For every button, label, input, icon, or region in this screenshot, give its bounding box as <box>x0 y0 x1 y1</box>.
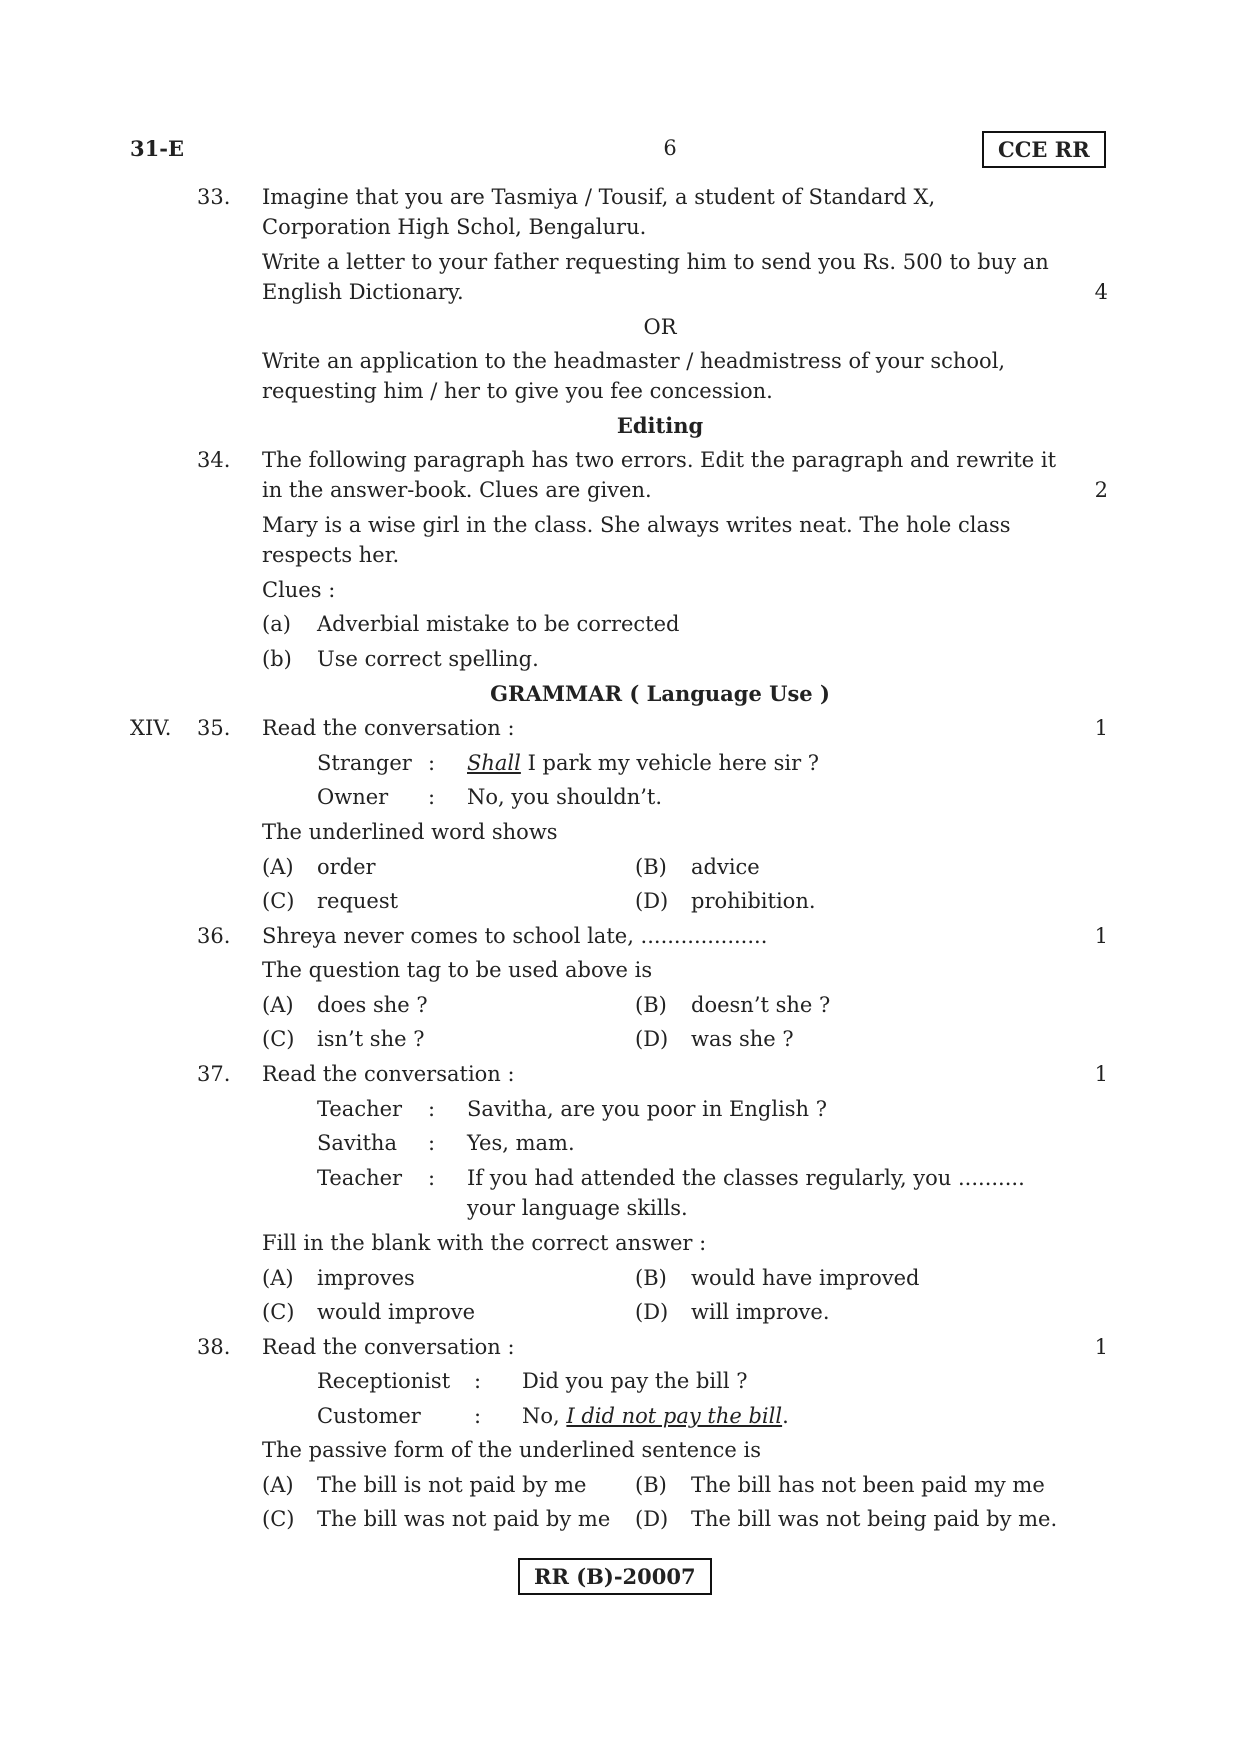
q33-number: 33. <box>197 185 231 209</box>
editing-heading: Editing <box>616 413 704 438</box>
option-text: will improve. <box>691 1300 830 1324</box>
option-text: advice <box>691 855 760 879</box>
q34-line2: in the answer-book. Clues are given. <box>262 478 652 502</box>
option-text: The bill has not been paid my me <box>691 1473 1045 1497</box>
colon: : <box>428 1131 436 1155</box>
option-text: would have improved <box>691 1266 920 1290</box>
option-letter: (D) <box>635 889 669 913</box>
option-letter: (C) <box>262 889 295 913</box>
q35-prompt: Read the conversation : <box>262 716 515 740</box>
q38-dialogue-2-pre: No, <box>522 1404 560 1428</box>
option-letter: (B) <box>635 993 667 1017</box>
q34-para-line2: respects her. <box>262 543 400 567</box>
section-roman: XIV. <box>130 716 172 740</box>
q37-speaker-teacher: Teacher <box>317 1166 403 1190</box>
colon: : <box>428 785 436 809</box>
q34-line1: The following paragraph has two errors. Edit the paragraph and rewrite it <box>262 448 1057 472</box>
colon: : <box>474 1404 482 1428</box>
q38-speaker-receptionist: Receptionist <box>317 1369 451 1393</box>
q38-dialogue-2-post: . <box>782 1404 789 1428</box>
option-text: The bill was not paid by me <box>317 1507 611 1531</box>
option-letter: (B) <box>635 855 667 879</box>
option-text: was she ? <box>691 1027 794 1051</box>
q36-question: The question tag to be used above is <box>262 958 653 982</box>
q33-or: OR <box>643 315 677 339</box>
q37-dialogue-3-line1: If you had attended the classes regularly, you .......... <box>467 1166 1025 1190</box>
q35-dialogue-1-rest: I park my vehicle here sir ? <box>527 751 820 775</box>
colon: : <box>428 1097 436 1121</box>
q35-speaker-owner: Owner <box>317 785 389 809</box>
option-text: order <box>317 855 376 879</box>
q38-prompt: Read the conversation : <box>262 1335 515 1359</box>
colon: : <box>474 1369 482 1393</box>
q37-dialogue-3-line2: your language skills. <box>467 1196 688 1220</box>
clue-letter: (a) <box>262 612 291 636</box>
q37-number: 37. <box>197 1062 231 1086</box>
q36-prompt: Shreya never comes to school late, ................... <box>262 924 768 948</box>
option-text: prohibition. <box>691 889 816 913</box>
q34-para-line1: Mary is a wise girl in the class. She always writes neat. The hole class <box>262 513 1011 537</box>
q34-marks: 2 <box>1094 478 1108 502</box>
q37-speaker-teacher: Teacher <box>317 1097 403 1121</box>
q38-marks: 1 <box>1094 1335 1108 1359</box>
q33-p2-line1: Write a letter to your father requesting him to send you Rs. 500 to buy an <box>262 250 1049 274</box>
option-letter: (C) <box>262 1507 295 1531</box>
option-letter: (C) <box>262 1300 295 1324</box>
cce-rr-box: CCE RR <box>982 131 1106 168</box>
q38-dialogue-1: Did you pay the bill ? <box>522 1369 748 1393</box>
page-number: 6 <box>663 136 677 160</box>
clue-text: Adverbial mistake to be corrected <box>317 612 680 636</box>
footer-code-box: RR (B)-20007 <box>518 1558 712 1595</box>
option-text: doesn’t she ? <box>691 993 831 1017</box>
q34-number: 34. <box>197 448 231 472</box>
option-letter: (D) <box>635 1300 669 1324</box>
option-letter: (C) <box>262 1027 295 1051</box>
option-text: isn’t she ? <box>317 1027 425 1051</box>
q37-marks: 1 <box>1094 1062 1108 1086</box>
clue-letter: (b) <box>262 647 292 671</box>
option-letter: (D) <box>635 1507 669 1531</box>
q38-speaker-customer: Customer <box>317 1404 421 1428</box>
q37-dialogue-2: Yes, mam. <box>467 1131 575 1155</box>
q35-speaker-stranger: Stranger <box>317 751 412 775</box>
clue-text: Use correct spelling. <box>317 647 539 671</box>
q37-speaker-savitha: Savitha <box>317 1131 397 1155</box>
q36-number: 36. <box>197 924 231 948</box>
underlined-word: Shall <box>467 751 521 775</box>
option-letter: (A) <box>262 855 294 879</box>
option-text: does she ? <box>317 993 428 1017</box>
grammar-heading: GRAMMAR ( Language Use ) <box>490 681 830 706</box>
option-letter: (D) <box>635 1027 669 1051</box>
option-letter: (A) <box>262 1266 294 1290</box>
q35-dialogue-2: No, you shouldn’t. <box>467 785 663 809</box>
option-letter: (B) <box>635 1473 667 1497</box>
underlined-sentence: I did not pay the bill <box>566 1404 783 1428</box>
paper-code: 31-E <box>130 136 184 161</box>
option-letter: (B) <box>635 1266 667 1290</box>
q33-alt-line2: requesting him / her to give you fee concession. <box>262 379 773 403</box>
q38-question: The passive form of the underlined sentence is <box>262 1438 761 1462</box>
q33-p2-line2: English Dictionary. <box>262 280 464 304</box>
q33-line1: Imagine that you are Tasmiya / Tousif, a student of Standard X, <box>262 185 936 209</box>
option-text: The bill is not paid by me <box>317 1473 587 1497</box>
q37-question: Fill in the blank with the correct answer : <box>262 1231 707 1255</box>
q37-dialogue-1: Savitha, are you poor in English ? <box>467 1097 828 1121</box>
q37-prompt: Read the conversation : <box>262 1062 515 1086</box>
option-letter: (A) <box>262 993 294 1017</box>
option-text: request <box>317 889 399 913</box>
colon: : <box>428 751 436 775</box>
q35-marks: 1 <box>1094 716 1108 740</box>
option-text: improves <box>317 1266 415 1290</box>
q33-alt-line1: Write an application to the headmaster / headmistress of your school, <box>262 349 1006 373</box>
option-text: would improve <box>317 1300 476 1324</box>
q34-clues-label: Clues : <box>262 578 336 602</box>
option-letter: (A) <box>262 1473 294 1497</box>
q33-line2: Corporation High Schol, Bengaluru. <box>262 215 647 239</box>
option-text: The bill was not being paid by me. <box>691 1507 1058 1531</box>
q35-question: The underlined word shows <box>262 820 558 844</box>
q38-number: 38. <box>197 1335 231 1359</box>
q33-marks: 4 <box>1094 280 1108 304</box>
colon: : <box>428 1166 436 1190</box>
q35-dialogue-1 <box>467 749 819 778</box>
q36-marks: 1 <box>1094 924 1108 948</box>
q35-number: 35. <box>197 716 231 740</box>
q38-dialogue-2 <box>522 1402 789 1431</box>
